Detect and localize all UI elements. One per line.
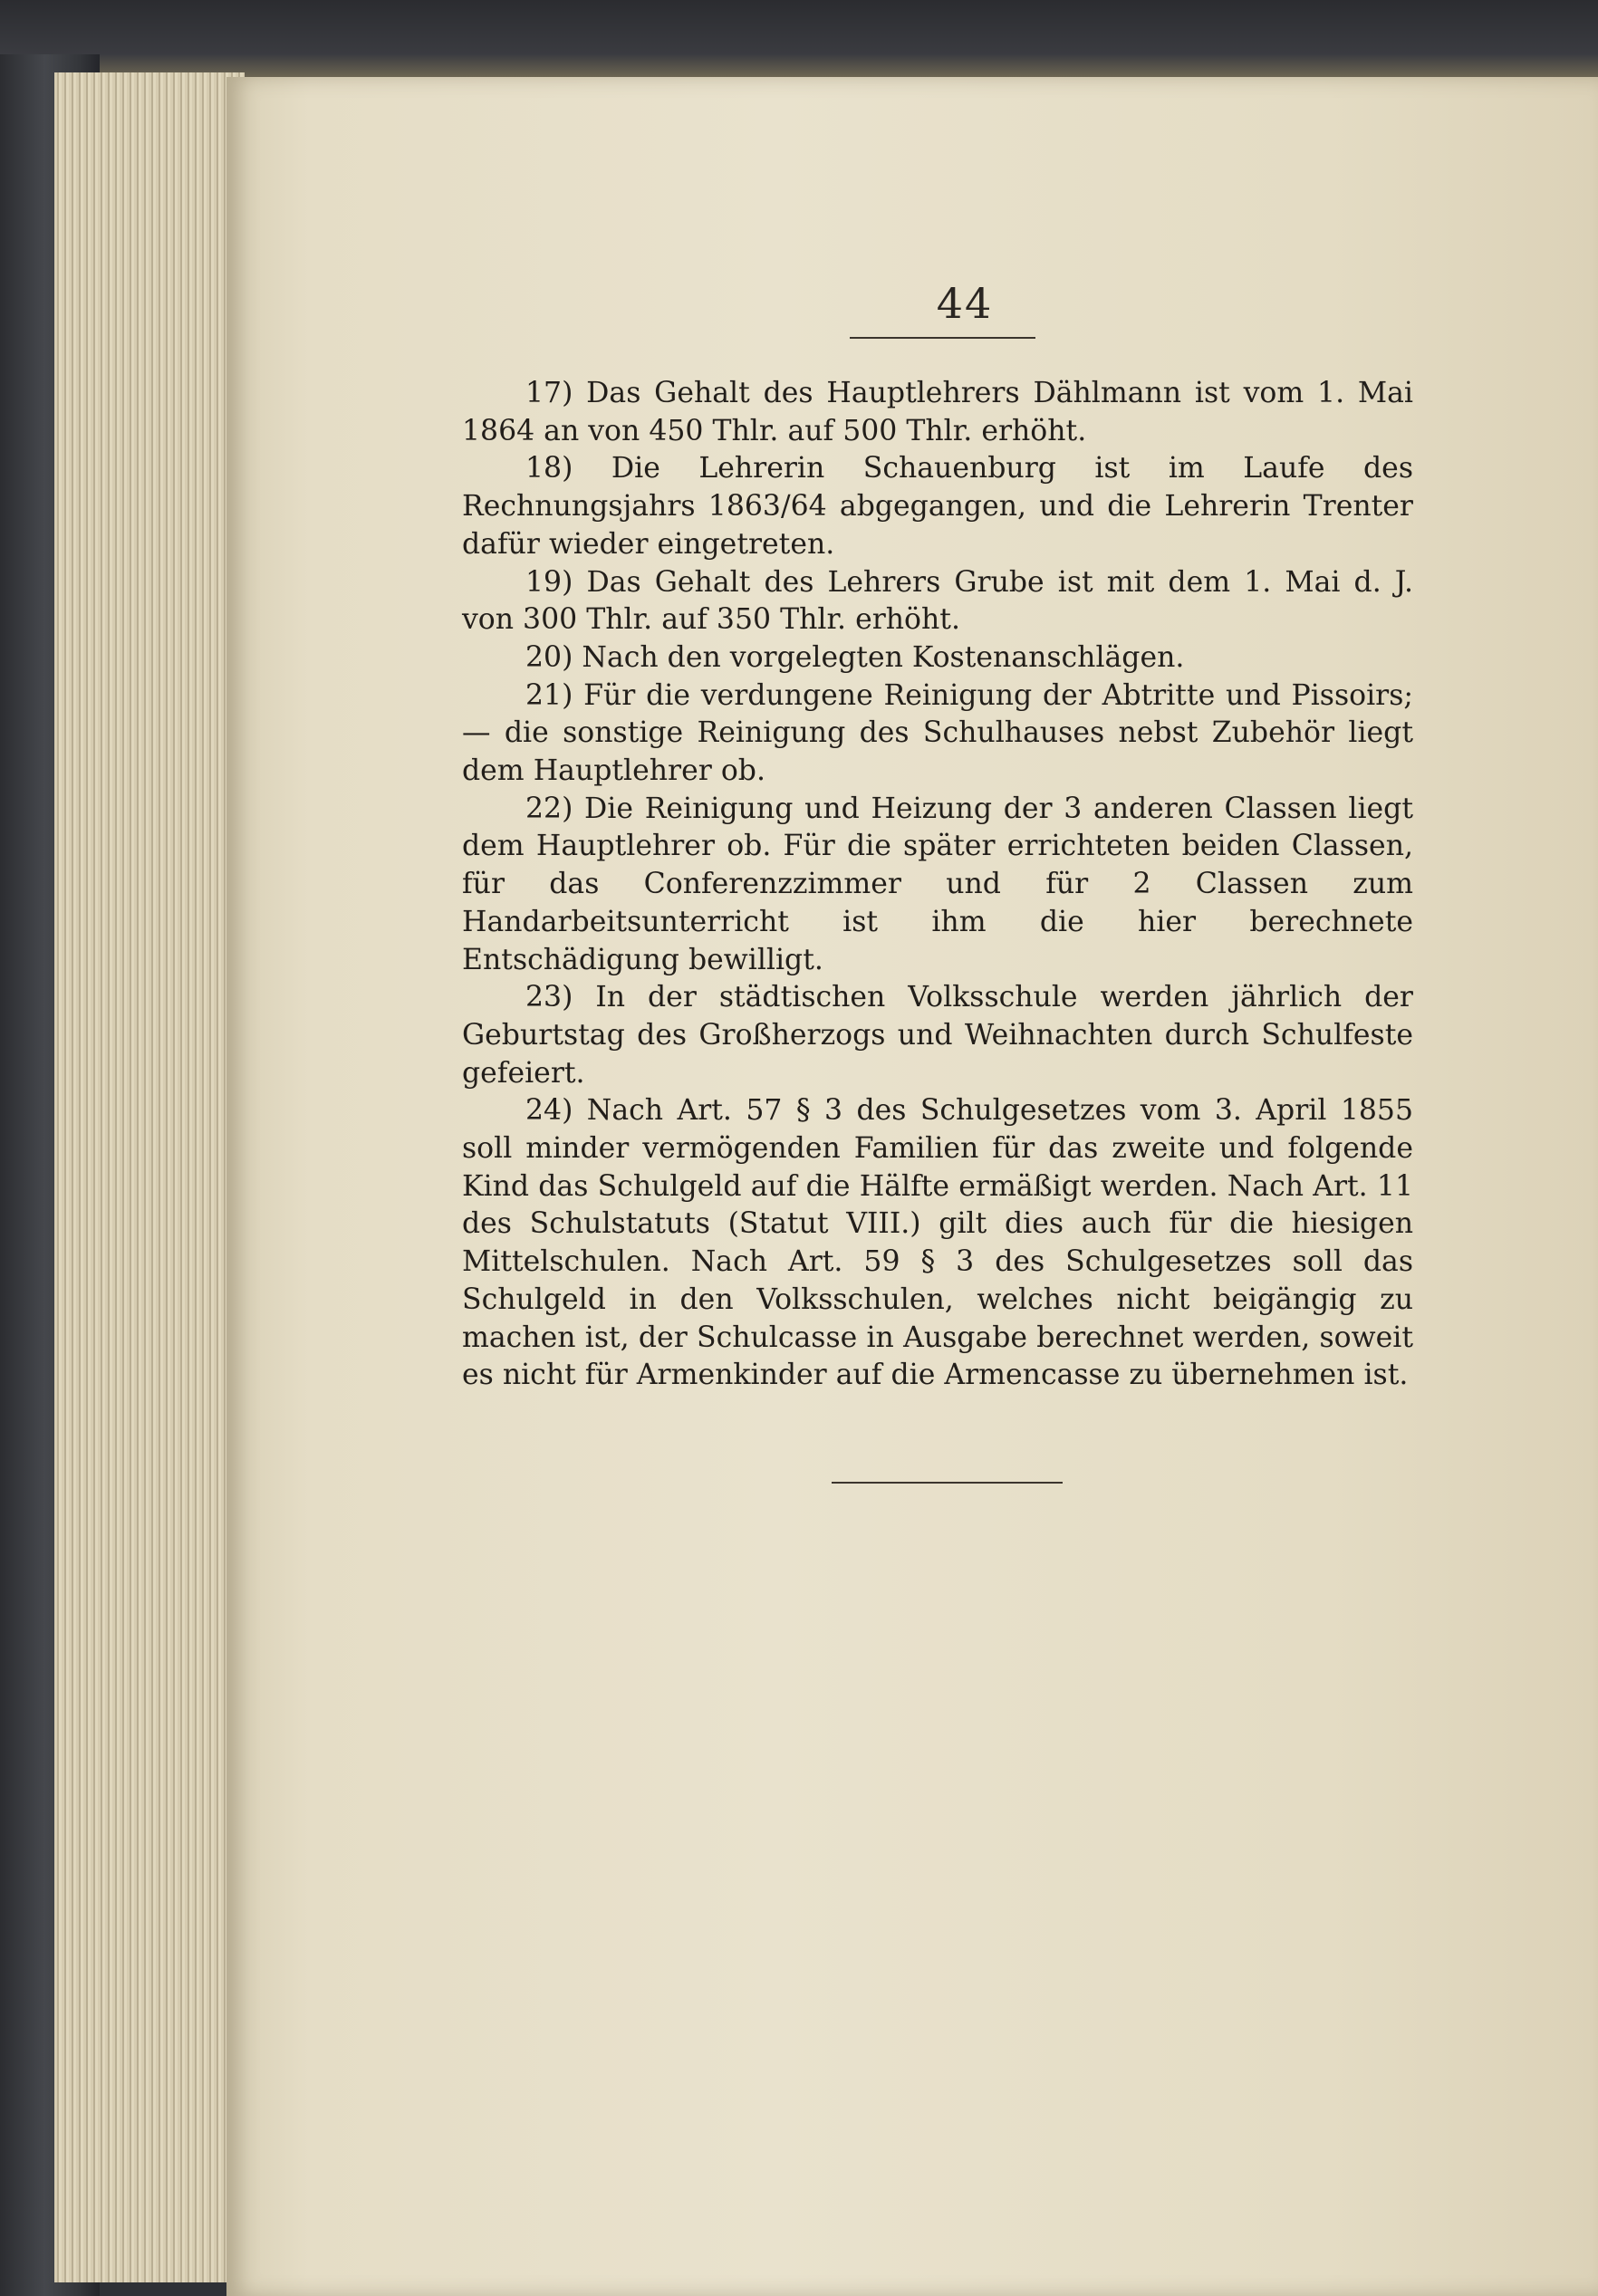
- section-end-rule: [832, 1482, 1063, 1484]
- page-number: 44: [936, 279, 994, 328]
- note-19: 19) Das Gehalt des Lehrers Grube ist mit dem 1. Mai d. J. von 300 Thlr. auf 350 Thlr. erhöht.: [462, 565, 1413, 637]
- note-17: 17) Das Gehalt des Hauptlehrers Dählmann ist vom 1. Mai 1864 an von 450 Thlr. auf 500 Thlr. erhöht.: [462, 377, 1413, 447]
- note-24: 24) Nach Art. 57 § 3 des Schulgesetzes vom 3. April 1855 soll minder vermögenden Familien für das zweite und folgende Kind das Schulgeld auf die Hälfte ermäßigt werden. Nach Art. 11 des Schulstatuts (Statut VIII.) gilt dies auch für die hiesigen Mittelschulen. Nach Art. 59 § 3 des Schulgesetzes soll das Schulgeld in den Volksschulen, welches nicht beigängig zu machen ist, der Schulcasse in Ausgabe berechnet werden, soweit es nicht für Armenkinder auf die Armencasse zu übernehmen ist.: [462, 1094, 1413, 1392]
- body-text: [462, 375, 1413, 1395]
- note-22: 22) Die Reinigung und Heizung der 3 anderen Classen liegt dem Hauptlehrer ob. Für die später errichteten beiden Classen, für das Conferenzzimmer und für 2 Classen zum Handarbeitsunterricht ist ihm die hier berechnete Entschädigung bewilligt.: [462, 792, 1413, 976]
- page-number-rule: [850, 337, 1035, 339]
- note-18: 18) Die Lehrerin Schauenburg ist im Laufe des Rechnungsjahrs 1863/64 abgegangen, und die Lehrerin Trenter dafür wieder eingetreten.: [462, 452, 1413, 561]
- page-edges: [54, 72, 245, 2282]
- note-20: 20) Nach den vorgelegten Kostenanschlägen.: [525, 640, 1185, 674]
- note-21: 21) Für die verdungene Reinigung der Abtritte und Pissoirs; — die sonstige Reinigung des Schulhauses nebst Zubehör liegt dem Hauptlehrer ob.: [462, 678, 1413, 788]
- note-23: 23) In der städtischen Volksschule werden jährlich der Geburtstag des Großherzogs und Weihnachten durch Schulfeste gefeiert.: [462, 981, 1413, 1090]
- scan-background-top: [0, 0, 1598, 77]
